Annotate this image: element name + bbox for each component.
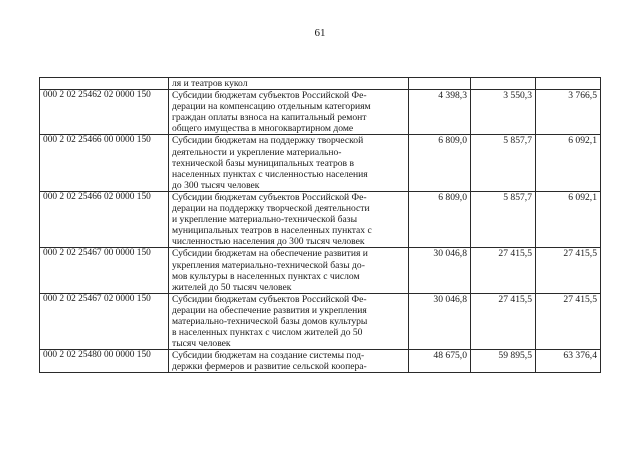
- description-line: Субсидии бюджетам на поддержку творческой: [172, 135, 364, 147]
- description-cell: [169, 191, 409, 247]
- budget-code-cell: 000 2 02 25467 02 0000 150: [40, 293, 169, 349]
- budget-code-cell: 000 2 02 25480 00 0000 150: [40, 350, 169, 373]
- description-line: дерации на поддержку творческой деятельности: [172, 203, 370, 215]
- description-line: Субсидии бюджетам субъектов Российской Фе-: [172, 90, 367, 102]
- description-line: в населенных пунктах с числом жителей до 50: [172, 327, 363, 339]
- table-row: [40, 78, 601, 90]
- description-line: укрепления материально-технической базы до-: [172, 259, 365, 271]
- description-cell: [169, 248, 409, 293]
- description-line: граждан оплаты взноса на капитальный ремонт: [172, 112, 367, 124]
- description-cell: [169, 78, 409, 90]
- description-line: населенных пунктах с численностью населения: [172, 168, 368, 180]
- description-line: ля и театров кукол: [172, 78, 248, 89]
- amount-cell-1: 6 809,0: [409, 135, 471, 191]
- amount-cell-3: 27 415,5: [536, 293, 601, 349]
- amount-cell-2: 59 895,5: [471, 350, 536, 373]
- amount-cell-1: [409, 78, 471, 90]
- budget-code-cell: 000 2 02 25466 00 0000 150: [40, 135, 169, 191]
- amount-cell-1: 30 046,8: [409, 293, 471, 349]
- description-cell: [169, 350, 409, 373]
- table-body: [40, 78, 601, 373]
- amount-cell-2: 3 550,3: [471, 90, 536, 135]
- description-line: и укрепление материально-технической базы: [172, 214, 358, 226]
- amount-cell-3: 3 766,5: [536, 90, 601, 135]
- table-row: [40, 90, 601, 135]
- table-row: [40, 135, 601, 191]
- description-line: мов культуры в населенных пунктах с числом: [172, 270, 360, 282]
- description-line: численностью населения до 300 тысяч человек: [172, 236, 365, 248]
- amount-cell-2: [471, 78, 536, 90]
- budget-code-cell: 000 2 02 25466 02 0000 150: [40, 191, 169, 247]
- table-row: [40, 248, 601, 293]
- amount-cell-2: 27 415,5: [471, 248, 536, 293]
- amount-cell-2: 27 415,5: [471, 293, 536, 349]
- description-line: тысяч человек: [172, 338, 231, 350]
- description-line: деятельности и укрепление материально-: [172, 146, 342, 158]
- amount-cell-3: [536, 78, 601, 90]
- description-line: муниципальных театров в населенных пунктах с: [172, 225, 372, 237]
- table-row: [40, 293, 601, 349]
- description-cell: [169, 90, 409, 135]
- amount-cell-3: 6 092,1: [536, 191, 601, 247]
- description-line: жителей до 50 тысяч человек: [172, 281, 292, 293]
- budget-table: [39, 77, 601, 373]
- budget-code-cell: 000 2 02 25467 00 0000 150: [40, 248, 169, 293]
- description-line: материально-технической базы домов культуры: [172, 315, 368, 327]
- budget-code-cell: 000 2 02 25462 02 0000 150: [40, 90, 169, 135]
- table-row: [40, 350, 601, 373]
- amount-cell-3: 6 092,1: [536, 135, 601, 191]
- amount-cell-1: 4 398,3: [409, 90, 471, 135]
- amount-cell-1: 6 809,0: [409, 191, 471, 247]
- amount-cell-3: 63 376,4: [536, 350, 601, 373]
- description-line: дерации на компенсацию отдельным категориям: [172, 101, 371, 113]
- description-line: общего имущества в многоквартирном доме: [172, 123, 354, 135]
- amount-cell-2: 5 857,7: [471, 135, 536, 191]
- table-row: [40, 191, 601, 247]
- description-line: дерации на обеспечение развития и укрепления: [172, 304, 367, 316]
- description-line: Субсидии бюджетам субъектов Российской Фе-: [172, 191, 367, 203]
- description-cell: [169, 135, 409, 191]
- description-line: до 300 тысяч человек: [172, 179, 260, 191]
- description-cell: [169, 293, 409, 349]
- description-line: технической базы муниципальных театров в: [172, 157, 355, 169]
- amount-cell-1: 48 675,0: [409, 350, 471, 373]
- description-line: держки фермеров и развитие сельской коопера-: [172, 361, 367, 373]
- page-number: 61: [314, 27, 326, 39]
- amount-cell-3: 27 415,5: [536, 248, 601, 293]
- description-line: Субсидии бюджетам субъектов Российской Фе-: [172, 293, 367, 305]
- amount-cell-1: 30 046,8: [409, 248, 471, 293]
- budget-code-cell: [40, 78, 169, 90]
- description-line: Субсидии бюджетам на обеспечение развития и: [172, 248, 368, 260]
- amount-cell-2: 5 857,7: [471, 191, 536, 247]
- description-line: Субсидии бюджетам на создание системы под-: [172, 350, 365, 362]
